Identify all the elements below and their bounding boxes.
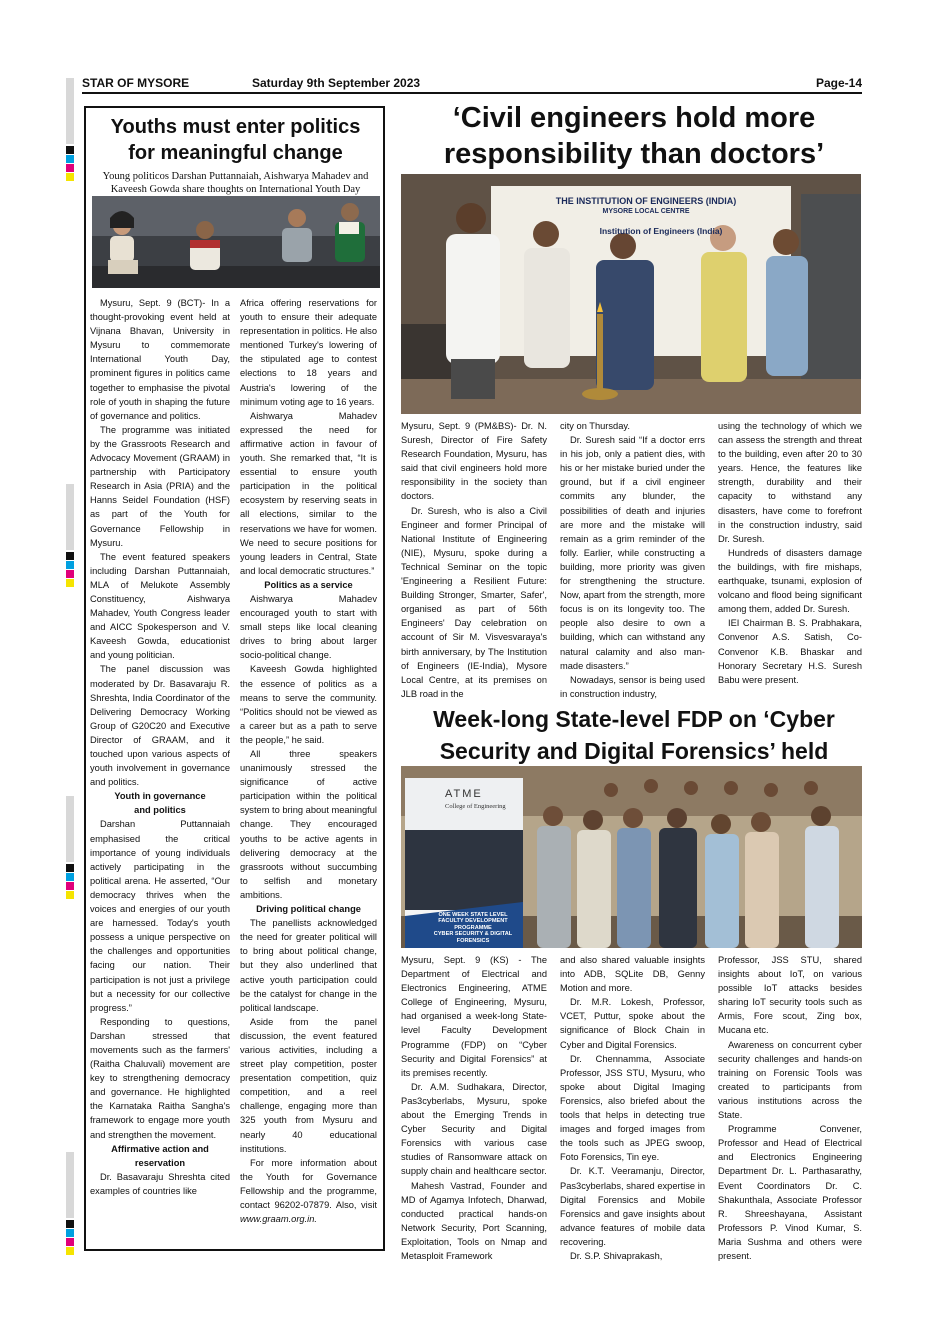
subheading-youth-in-governance: Youth in governance and politics [114, 791, 206, 816]
youth-politics-article [84, 106, 385, 1251]
ie-banner-line: Institution of Engineers (India) [599, 226, 723, 236]
engineers-article-headline: ‘Civil engineers hold more responsibility than doctors’ [443, 102, 825, 170]
issue-date: Saturday 9th September 2023 [252, 76, 421, 90]
contact-paragraph: For more information about the Youth for Governance Fellowship and the programme, contact 96202-07879. Also, visit www.graam.org.in. [240, 1157, 377, 1225]
youth-article-column-1: Mysuru, Sept. 9 (BCT)- In a thought-provoking event held at Vijnana Bhavan, University in Mysuru to commemorate International Youth Day, prominent figures in politics came together to emphasise the pivotal role of youth in shaping the future of governance and politics. The programme was initiated by the Grassroots Research and Advocacy Movement (GRAAM) in partnership with Participatory Research in Asia (PRIA) and the Hanns Seidel Foundation (HSF) as part of the Youth for Governance Fellowship in Mysuru. The event featured speakers including Darshan Puttannaiah, MLA of Melukote Assembly Constituency, Aishwarya Mahadev, Youth Congress leader and AICC Spokesperson and V. Kaveesh Gowda, educationist and young politician. The panel discussion was moderated by Dr. Basavaraju R. Shreshta, India Coordinator of the Delivering Democracy Working Group of G20C20 and Executive Director of GRAAM, and it touched upon various aspects of youth involvement in governance and politics. Youth in governance and politics Darshan Puttannaiah emphasised the critical importance of young individuals actively participating in the political arena. He asserted, “Our democracy thrives when the voices and energies of our youth are harnessed. Today's youth possess a unique perspective on the challenges and opportunities facing our nation. Their participation is not just a privilege but a necessity for our collective progress.” Responding to questions, Darshan stressed that movements such as the farmers' (Raitha Chaluvali) movement are key to strengthening democracy and governance. He highlighted the Karnataka Raitha Sangha's framework to engage more youth and strengthen the movement. Affirmative action and reservation Dr. Basavaraju Shreshta cited examples of countries like [90, 298, 230, 1196]
registration-mark-cyan [66, 873, 74, 881]
engineers-article-column-2: city on Thursday. Dr. Suresh said “If a doctor errs in his job, only a patient dies, with his or her mistake buried under the ground, but if a civil engineer commits any blunder, the possibilities of death and injuries are more and the mistake will remain as a grim reminder of the folly. Earlier, while constructing a building, more priority was given for strengthening the structure. Now, apart from the strength, more focus is on its longevity too. The people also desire to own a building, which can withstand any natural calamity and also man-made disasters.” Nowadays, sensor is being used in construction industry, [560, 421, 705, 699]
graam-website-link[interactable]: www.graam.org.in. [240, 1214, 317, 1225]
registration-mark-magenta [66, 882, 74, 890]
registration-mark-black [66, 1220, 74, 1228]
publication-name: STAR OF MYSORE [82, 76, 190, 90]
masthead-rule [82, 92, 862, 94]
registration-mark-black [66, 552, 74, 560]
registration-mark-yellow [66, 579, 74, 587]
registration-mark-cyan [66, 155, 74, 163]
youth-article-column-2: Africa offering reservations for youth to ensure their adequate representation in politics. He also mentioned Turkey's lowering of the stipulated age to contest elections to 18 years and Austria's lowering of the minimum voting age to 16 years. Aishwarya Mahadev expressed the need for affirmative action in favour of youth. She remarked that, “It is essential to ensure youth participation in the political ecosystem by reserving seats in all elections, similar to the reservations we have for women. We need to secure positions for young leaders in Central, State and local democratic structures.” Politics as a service Aishwarya Mahadev encouraged youth to start with small steps like local cleaning drives to bring about larger socio-political change. Kaveesh Gowda highlighted the essence of politics as a means to serve the community. “Politics should not be viewed as a career but as a path to serve the people,” he said. All three speakers unanimously stressed the significance of active participation within the political system to bring about meaningful change. They encouraged youths to be active agents in delivering democracy at the grassroots without succumbing to selfish and monetary ambitions. Driving political change The panellists acknowledged the need for greater political will to bring about political change, but they also underlined that active youth participation could be the catalyst for change in the political landscape. Aside from the panel discussion, the event featured various activities, including a street play competition, poster presentation competition, quiz competition, and a reel challenge, engaging more than 325 youth from Mysuru and nearly 40 educational institutions. For more information about the Youth for Governance Fellowship and the programme, contact 96202-07879. Also, visit www.graam.org.in. [240, 296, 377, 1226]
fdp-article-column-1: Mysuru, Sept. 9 (KS) - The Department of Electrical and Electronics Engineering, ATME College of Engineering, Mysuru, had organised a week-long State-level Faculty Development Programme (FDP) on “Cyber Security and Digital Forensics” at its premises recently. Dr. A.M. Sudhakara, Director, Pas3cyberlabs, Mysuru, spoke about the Emerging Trends in Cyber Security and Digital Forensics with various case studies of Ransomware attack on supply chain and healthcare sector. Mahesh Vastrad, Founder and MD of Agamya Infotech, Dharwad, conducted practical hands-on Network Security, Port Scanning, Exploitation, Tools on Nmap and Metasploit Framework [401, 955, 547, 1261]
standee-college: College of Engineering [445, 803, 506, 810]
fdp-group-photo [401, 766, 862, 948]
registration-mark-black [66, 146, 74, 154]
subheading-driving-change: Driving political change [256, 904, 361, 915]
registration-mark-cyan [66, 1229, 74, 1237]
registration-bar [66, 796, 74, 862]
page-number: Page-14 [815, 76, 862, 90]
ie-banner-subtitle: MYSORE LOCAL CENTRE [602, 208, 690, 215]
engineers-article-column-3: using the technology of which we can assess the strength and threat to the building, even after 20 to 30 years. Hence, the features like strength, durability and their capacity to withstand any disasters, have come to forefront in the construction industry, said Dr. Suresh. Hundreds of disasters damage the buildings, with fire mishaps, earthquake, tsunami, explosion of volcano and flood being significant among them, added Dr. Suresh. IEI Chairman B. S. Prabhakara, Convenor A.S. Satish, Co-Convenor K.B. Bhaskar and Honorary Secretary H.S. Suresh Babu were present. [718, 421, 862, 685]
registration-mark-black [66, 864, 74, 872]
youth-panel-photo [92, 196, 380, 288]
fdp-article-headline: Week-long State-level FDP on ‘Cyber Security and Digital Forensics’ held [433, 706, 835, 764]
registration-mark-magenta [66, 1238, 74, 1246]
engineers-day-photo [401, 174, 861, 414]
registration-bar [66, 1152, 74, 1218]
youth-article-headline: Youths must enter politics for meaningful change [110, 116, 361, 164]
registration-bar [66, 78, 74, 144]
registration-mark-magenta [66, 570, 74, 578]
masthead [82, 76, 862, 92]
registration-mark-yellow [66, 173, 74, 181]
registration-mark-yellow [66, 891, 74, 899]
standee-brand: ATME [445, 788, 483, 800]
fdp-article-column-3: Professor, JSS STU, shared insights about IoT, on various possible IoT attacks besides sharing IoT security tools such as Armis, Fore scout, Zing box, Mucana etc. Awareness on concurrent cyber security challenges and hands-on training on Forensic Tools was created to participants from various institutions across the State. Programme Convener, Professor and Head of Electrical and Electronics Engineering Department Dr. L. Parthasarathy, Event Coordinators Dr. C. Shakunthala, Associate Professor R. Shreeshayana, Assistant Professors P. Vinod Kumar, S. Maria Sushma and others were present. [718, 955, 862, 1261]
registration-mark-yellow [66, 1247, 74, 1255]
engineers-article-column-1: Mysuru, Sept. 9 (PM&BS)- Dr. N. Suresh, Director of Fire Safety Research Foundation, Mysuru, has said that civil engineers hold more responsibility in the society than doctors. Dr. Suresh, who is also a Civil Engineer and former Principal of National Institute of Engineering (NIE), Mysuru, spoke during a Technical Seminar on the topic 'Engineering a Resilient Future: Building Stronger, Smarter, Safer', organised as part of 56th Engineers' Day celebration on account of Sir M. Visvesvaraya's birth anniversary, by The Institution of Engineers (IE-India), Mysore Local Centre, at its premises on JLB road in the [401, 421, 547, 699]
ie-banner-title: THE INSTITUTION OF ENGINEERS (INDIA) [555, 196, 737, 206]
youth-article-subheadline: Young politicos Darshan Puttannaiah, Aishwarya Mahadev and Kaveesh Gowda share thoughts on International Youth Day [102, 171, 369, 195]
standee-programme-text: ONE WEEK STATE LEVEL FACULTY DEVELOPMENT PROGRAMME CYBER SECURITY & DIGITAL FORENSICS [433, 912, 513, 944]
subheading-affirmative-action: Affirmative action and reservation [111, 1143, 209, 1168]
fdp-article-column-2: and also shared valuable insights into ADB, SQLite DB, Genny Motion and more. Dr. M.R. Lokesh, Professor, VCET, Puttur, spoke about the significance of Block Chain in Cyber and Digital Forensics. Dr. Chennamma, Associate Professor, JSS STU, Mysuru, who spoke about Digital Imaging Forensics, also briefed about the tools that helps in detecting true images and forged images from the tools such as JPEG swoop, Foto Forensics, Tin eye. Dr. K.T. Veeramanju, Director, Pas3cyberlabs, shared expertise in Digital Forensics and Mobile Forensics and gave insights about advance features of mobile data recovering. Dr. S.P. Shivaprakash, [560, 955, 705, 1261]
youth-panel-illustration [92, 196, 380, 288]
subheading-politics-as-service: Politics as a service [264, 579, 353, 590]
registration-mark-cyan [66, 561, 74, 569]
registration-bar [66, 484, 74, 550]
registration-mark-magenta [66, 164, 74, 172]
